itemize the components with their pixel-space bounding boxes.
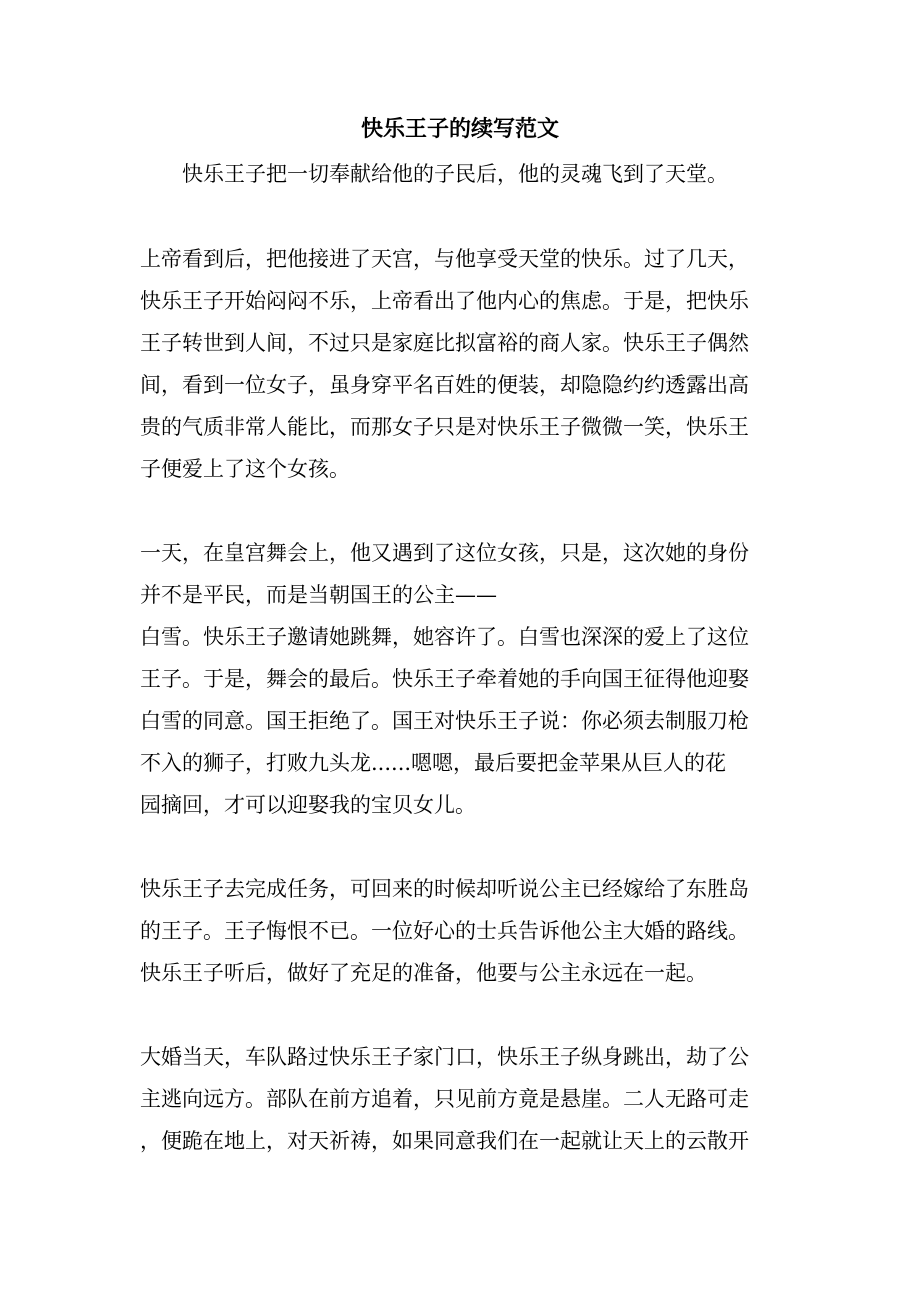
paragraph-1-line-1: 上帝看到后，把他接进了天宫，与他享受天堂的快乐。过了几天，	[140, 247, 749, 271]
paragraph-3-line-3: 快乐王子听后，做好了充足的准备，他要与公主永远在一起。	[140, 961, 707, 985]
paragraph-1-line-3: 王子转世到人间，不过只是家庭比拟富裕的商人家。快乐王子偶然	[140, 331, 749, 355]
paragraph-1-line-4: 间，看到一位女子，虽身穿平名百姓的便装，却隐隐约约透露出高	[140, 373, 749, 397]
paragraph-1-line-2: 快乐王子开始闷闷不乐，上帝看出了他内心的焦虑。于是，把快乐	[140, 289, 749, 313]
paragraph-2-line-5: 白雪的同意。国王拒绝了。国王对快乐王子说：你必须去制服刀枪	[140, 709, 749, 733]
page-title: 快乐王子的续写范文	[360, 116, 559, 142]
intro-line: 快乐王子把一切奉献给他的子民后，他的灵魂飞到了天堂。	[182, 162, 728, 186]
paragraph-4-line-2: 主逃向远方。部队在前方追着，只见前方竟是悬崖。二人无路可走	[140, 1087, 749, 1111]
paragraph-2-line-7: 园摘回，才可以迎娶我的宝贝女儿。	[140, 793, 476, 817]
paragraph-2-line-2: 并不是平民，而是当朝国王的公主——	[140, 583, 497, 607]
paragraph-2-line-6: 不入的狮子，打败九头龙......嗯嗯，最后要把金苹果从巨人的花	[140, 751, 727, 775]
paragraph-2-line-1: 一天，在皇宫舞会上，他又遇到了这位女孩，只是，这次她的身份	[140, 541, 749, 565]
paragraph-4-line-1: 大婚当天，车队路过快乐王子家门口，快乐王子纵身跳出，劫了公	[140, 1045, 749, 1069]
paragraph-2-line-4: 王子。于是，舞会的最后。快乐王子牵着她的手向国王征得他迎娶	[140, 667, 749, 691]
paragraph-3-line-1: 快乐王子去完成任务，可回来的时候却听说公主已经嫁给了东胜岛	[140, 877, 749, 901]
paragraph-4-line-3: ，便跪在地上，对天祈祷，如果同意我们在一起就让天上的云散开	[140, 1129, 749, 1153]
paragraph-3-line-2: 的王子。王子悔恨不已。一位好心的士兵告诉他公主大婚的路线。	[140, 919, 749, 943]
paragraph-1-line-6: 子便爱上了这个女孩。	[140, 457, 350, 481]
paragraph-2-line-3: 白雪。快乐王子邀请她跳舞，她容许了。白雪也深深的爱上了这位	[140, 625, 749, 649]
paragraph-1-line-5: 贵的气质非常人能比，而那女子只是对快乐王子微微一笑，快乐王	[140, 415, 749, 439]
